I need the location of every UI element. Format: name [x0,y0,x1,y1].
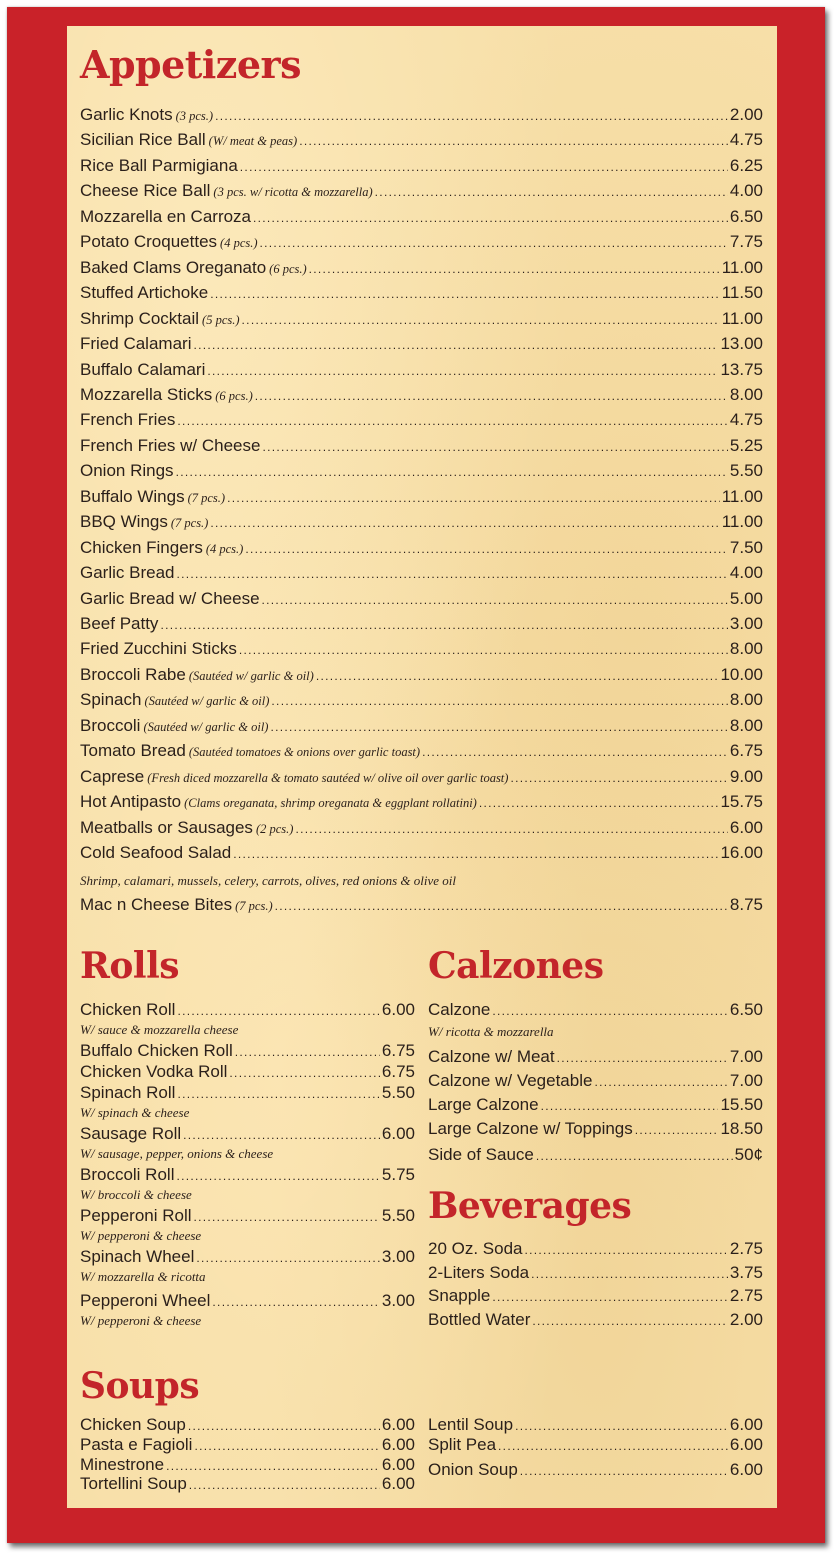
appetizer-item [80,538,763,560]
item-price: 3.00 [381,1247,415,1266]
calzone-item [428,1145,763,1167]
item-price: 6.00 [381,1455,415,1474]
item-price: 3.00 [381,1291,415,1310]
dot-leader [212,1292,379,1312]
item-price: 6.00 [381,1000,415,1019]
roll-item [80,1124,415,1146]
dot-leader [176,564,727,584]
item-price: 9.00 [729,766,763,786]
item-price: 2.00 [729,105,763,124]
appetizer-item [80,487,763,509]
item-price: 5.50 [381,1083,415,1102]
item-description: W/ sauce & mozzarella cheese [80,1022,239,1037]
item-description: W/ ricotta & mozzarella [428,1024,554,1039]
soup-item [428,1460,763,1482]
item-name: Garlic Bread w/ Cheese [80,588,260,608]
item-price: 6.00 [381,1474,415,1493]
item-name: Mozzarella en Carroza [80,206,252,226]
dot-leader [557,1048,728,1068]
calzone-item [428,1071,763,1093]
item-name: Mac n Cheese Bites [80,894,233,914]
item-note: (2 pcs.) [255,821,294,836]
appetizer-item [80,181,763,203]
dot-leader [299,131,728,151]
item-price: 7.75 [729,232,763,252]
dot-leader [510,768,727,788]
appetizer-item [80,818,763,840]
item-price: 6.00 [729,1415,763,1434]
calzone-item [428,1047,763,1069]
item-price: 6.75 [729,741,763,761]
appetizer-item [80,716,763,738]
roll-item [80,1291,415,1313]
dot-leader [245,539,728,559]
item-name: Calzone [428,1000,491,1019]
item-note: (7 pcs.) [170,516,209,531]
item-name: Pepperoni Wheel [80,1291,211,1310]
dot-leader [422,742,728,762]
item-price: 4.00 [729,181,763,201]
item-note: (Sautéed w/ garlic & oil) [188,668,314,683]
item-name: Rice Ball Parmigiana [80,155,238,175]
roll-item [80,1062,415,1084]
item-price: 16.00 [720,843,763,863]
item-name: Stuffed Artichoke [80,283,209,303]
item-name: Broccoli [80,715,141,735]
item-price: 5.25 [729,435,763,455]
item-price: 5.00 [729,588,763,608]
item-price: 8.00 [729,715,763,735]
appetizer-item [80,895,763,917]
dot-leader [594,1072,727,1092]
dot-leader [532,1311,728,1331]
item-name: 2-Liters Soda [428,1263,530,1282]
item-name: Garlic Knots [80,105,173,124]
calzone-item [428,1000,763,1022]
item-note: (W/ meat & peas) [208,134,298,149]
item-name: Fried Zucchini Sticks [80,639,237,659]
item-name: Garlic Bread [80,563,175,583]
appetizer-item [80,614,763,636]
item-description: W/ sausage, pepper, onions & cheese [80,1146,274,1161]
appetizer-item [80,843,763,865]
item-price: 5.75 [381,1165,415,1184]
item-name: Cold Seafood Salad [80,843,232,863]
item-note: (7 pcs.) [235,898,273,913]
item-price: 6.00 [381,1415,415,1434]
dot-leader [270,717,727,737]
dot-leader [635,1120,719,1140]
calzone-item [428,1095,763,1117]
item-note: (Sautéed tomatoes & onions over garlic toast) [188,745,421,760]
dot-leader [309,259,720,279]
beverage-item [428,1286,763,1308]
item-note: (Fresh diced mozzarella & tomato sautéed w/ olive oil over garlic toast) [147,770,509,785]
dot-leader [207,361,718,381]
dot-leader [176,1166,379,1186]
appetizer-item [80,258,763,280]
item-price: 15.75 [720,792,763,812]
item-price: 3.00 [729,614,763,633]
item-name: Onion Rings [80,461,174,481]
item-price: 6.00 [729,1435,763,1454]
item-note: (7 pcs.) [187,490,226,505]
item-name: Broccoli Rabe [80,664,186,684]
dot-leader [160,615,727,635]
item-price: 6.50 [729,206,763,226]
dot-leader [479,793,719,813]
roll-item [80,1041,415,1063]
item-price: 7.50 [729,537,763,557]
dot-leader [375,182,728,202]
item-note: (Clams oreganata, shrimp oreganata & eggplant rollatini) [184,796,477,811]
dot-leader [541,1096,719,1116]
item-note: (Sautéed w/ garlic & oil) [144,694,270,709]
item-name: Meatballs or Sausages [80,817,253,837]
item-price: 7.00 [729,1047,763,1066]
dot-leader [295,819,727,839]
beverage-item [428,1310,763,1332]
item-name: 20 Oz. Soda [428,1239,523,1258]
item-name: Tortellini Soup [80,1474,187,1493]
calzones-heading: Calzones [428,945,604,987]
appetizer-item [80,360,763,382]
dot-leader [536,1146,733,1166]
item-name: Cheese Rice Ball [80,181,211,201]
item-name: Baked Clams Oreganato [80,257,267,277]
item-name: Spinach Wheel [80,1247,195,1266]
item-note: (3 pcs. w/ ricotta & mozzarella) [213,185,373,200]
appetizer-item [80,792,763,814]
item-price: 5.50 [729,461,763,481]
item-name: Broccoli Roll [80,1165,175,1184]
dot-leader [166,1456,380,1476]
dot-leader [255,386,728,406]
item-note: (5 pcs.) [202,312,240,327]
roll-item [80,1000,415,1022]
dot-leader [227,488,720,508]
item-note: (6 pcs.) [215,388,253,403]
dot-leader [492,1287,728,1307]
item-name: Chicken Soup [80,1415,186,1434]
item-note: (4 pcs.) [205,541,244,556]
appetizer-item [80,156,763,178]
item-price: 2.75 [729,1239,763,1258]
appetizer-item [80,690,763,712]
appetizer-item [80,283,763,305]
item-price: 6.00 [729,1460,763,1479]
appetizer-item [80,130,763,152]
appetizer-item [80,589,763,611]
dot-leader [492,1001,728,1021]
item-price: 50¢ [734,1145,763,1164]
dot-leader [210,284,720,304]
item-name: BBQ Wings [80,512,168,532]
roll-item [80,1247,415,1269]
item-price: 8.00 [729,384,763,404]
item-price: 4.75 [729,410,763,430]
item-name: Large Calzone w/ Toppings [428,1119,633,1138]
item-price: 11.00 [721,512,763,532]
soups-heading: Soups [80,1365,200,1407]
item-name: Side of Sauce [428,1145,534,1164]
item-note: (Sautéed w/ garlic & oil) [143,719,269,734]
dot-leader [239,640,728,660]
item-name: Spinach Roll [80,1083,176,1102]
item-name: Lentil Soup [428,1415,514,1434]
appetizer-item [80,334,763,356]
dot-leader [210,513,719,533]
item-price: 10.00 [720,664,763,684]
dot-leader [196,1248,380,1268]
item-price: 8.75 [729,894,763,914]
dot-leader [271,691,727,711]
item-name: Buffalo Chicken Roll [80,1041,233,1060]
item-description: W/ pepperoni & cheese [80,1228,202,1243]
dot-leader [242,310,720,330]
soup-item [80,1415,415,1437]
dot-leader [229,1063,379,1083]
item-name: Split Pea [428,1435,497,1454]
item-name: Chicken Fingers [80,537,203,557]
item-description: W/ pepperoni & cheese [80,1313,202,1328]
item-price: 15.50 [720,1095,763,1114]
appetizer-item [80,767,763,789]
dot-leader [498,1436,728,1456]
dot-leader [253,208,728,228]
soup-item [80,1435,415,1457]
item-price: 6.00 [729,817,763,837]
item-name: Caprese [80,766,145,786]
item-name: Bottled Water [428,1310,531,1329]
item-name: Tomato Bread [80,741,186,761]
appetizer-item [80,741,763,763]
item-price: 6.00 [381,1435,415,1454]
roll-item [80,1165,415,1187]
roll-item [80,1206,415,1228]
item-name: Beef Patty [80,614,159,633]
roll-item [80,1083,415,1105]
item-description: W/ mozzarella & ricotta [80,1269,206,1284]
item-name: Hot Antipasto [80,792,182,812]
dot-leader [188,1416,380,1436]
beverage-item [428,1263,763,1285]
appetizer-item [80,512,763,534]
item-price: 4.75 [729,130,763,150]
item-price: 3.75 [729,1263,763,1282]
item-name: Sausage Roll [80,1124,182,1143]
appetizer-item [80,232,763,254]
appetizer-item [80,436,763,458]
appetizer-item [80,207,763,229]
item-name: Spinach [80,690,142,710]
seafood-salad-description: Shrimp, calamari, mussels, celery, carrots, olives, red onions & olive oil [80,873,456,888]
item-price: 6.75 [381,1062,415,1081]
item-name: Chicken Roll [80,1000,176,1019]
appetizer-item [80,309,763,331]
soup-item [428,1435,763,1457]
item-name: Buffalo Calamari [80,359,206,379]
menu-panel [67,26,777,1508]
item-price: 11.50 [721,283,763,303]
soup-item [80,1474,415,1496]
item-price: 11.00 [721,257,763,277]
item-price: 2.00 [729,1310,763,1329]
dot-leader [194,1436,379,1456]
dot-leader [525,1240,728,1260]
dot-leader [177,1001,379,1021]
item-name: Potato Croquettes [80,232,218,252]
dot-leader [520,1461,728,1481]
item-name: Pepperoni Roll [80,1206,192,1225]
item-price: 13.75 [720,359,763,379]
item-name: Chicken Vodka Roll [80,1062,228,1081]
dot-leader [275,896,728,916]
item-price: 8.00 [729,639,763,659]
item-name: Pasta e Fagioli [80,1435,193,1454]
item-name: Sicilian Rice Ball [80,130,206,150]
item-price: 13.00 [720,334,763,354]
item-description: W/ broccoli & cheese [80,1187,192,1202]
item-note: (4 pcs.) [220,236,258,251]
beverages-heading: Beverages [428,1185,632,1227]
dot-leader [177,1084,379,1104]
item-price: 11.00 [721,486,763,506]
item-price: 6.50 [729,1000,763,1019]
appetizer-item [80,461,763,483]
dot-leader [177,411,727,431]
item-price: 11.00 [721,308,763,328]
item-name: Onion Soup [428,1460,518,1479]
dot-leader [176,462,728,482]
item-name: French Fries w/ Cheese [80,435,261,455]
dot-leader [531,1264,728,1284]
appetizer-item [80,665,763,687]
appetizer-item [80,563,763,585]
item-name: Fried Calamari [80,334,192,354]
rolls-heading: Rolls [80,945,180,987]
dot-leader [515,1416,728,1436]
item-price: 6.00 [381,1124,415,1143]
dot-leader [233,844,718,864]
item-price: 6.25 [729,155,763,175]
dot-leader [189,1475,380,1495]
appetizer-item [80,385,763,407]
item-name: Large Calzone [428,1095,539,1114]
dot-leader [240,157,728,177]
dot-leader [262,437,727,457]
dot-leader [316,666,719,686]
item-price: 2.75 [729,1286,763,1305]
item-name: Snapple [428,1286,491,1305]
item-note: (6 pcs.) [269,261,307,276]
item-price: 6.75 [381,1041,415,1060]
dot-leader [262,590,728,610]
item-price: 8.00 [729,690,763,710]
item-price: 4.00 [729,563,763,583]
appetizer-item [80,639,763,661]
item-name: Mozzarella Sticks [80,384,213,404]
appetizer-item [80,410,763,432]
item-name: Calzone w/ Vegetable [428,1071,593,1090]
item-description: W/ spinach & cheese [80,1105,190,1120]
item-name: Buffalo Wings [80,486,185,506]
item-name: Minestrone [80,1455,165,1474]
dot-leader [183,1125,380,1145]
soup-item [428,1415,763,1437]
appetizers-heading: Appetizers [80,42,301,87]
item-name: French Fries [80,410,176,430]
item-price: 5.50 [381,1206,415,1225]
item-name: Shrimp Cocktail [80,308,200,328]
dot-leader [193,335,718,355]
item-price: 7.00 [729,1071,763,1090]
item-name: Calzone w/ Meat [428,1047,555,1066]
dot-leader [215,106,728,126]
calzone-item [428,1119,763,1141]
dot-leader [260,233,728,253]
item-note: (3 pcs.) [175,109,214,123]
beverage-item [428,1239,763,1261]
dot-leader [235,1042,380,1062]
item-price: 18.50 [720,1119,763,1138]
appetizer-item [80,105,763,127]
dot-leader [194,1207,380,1227]
